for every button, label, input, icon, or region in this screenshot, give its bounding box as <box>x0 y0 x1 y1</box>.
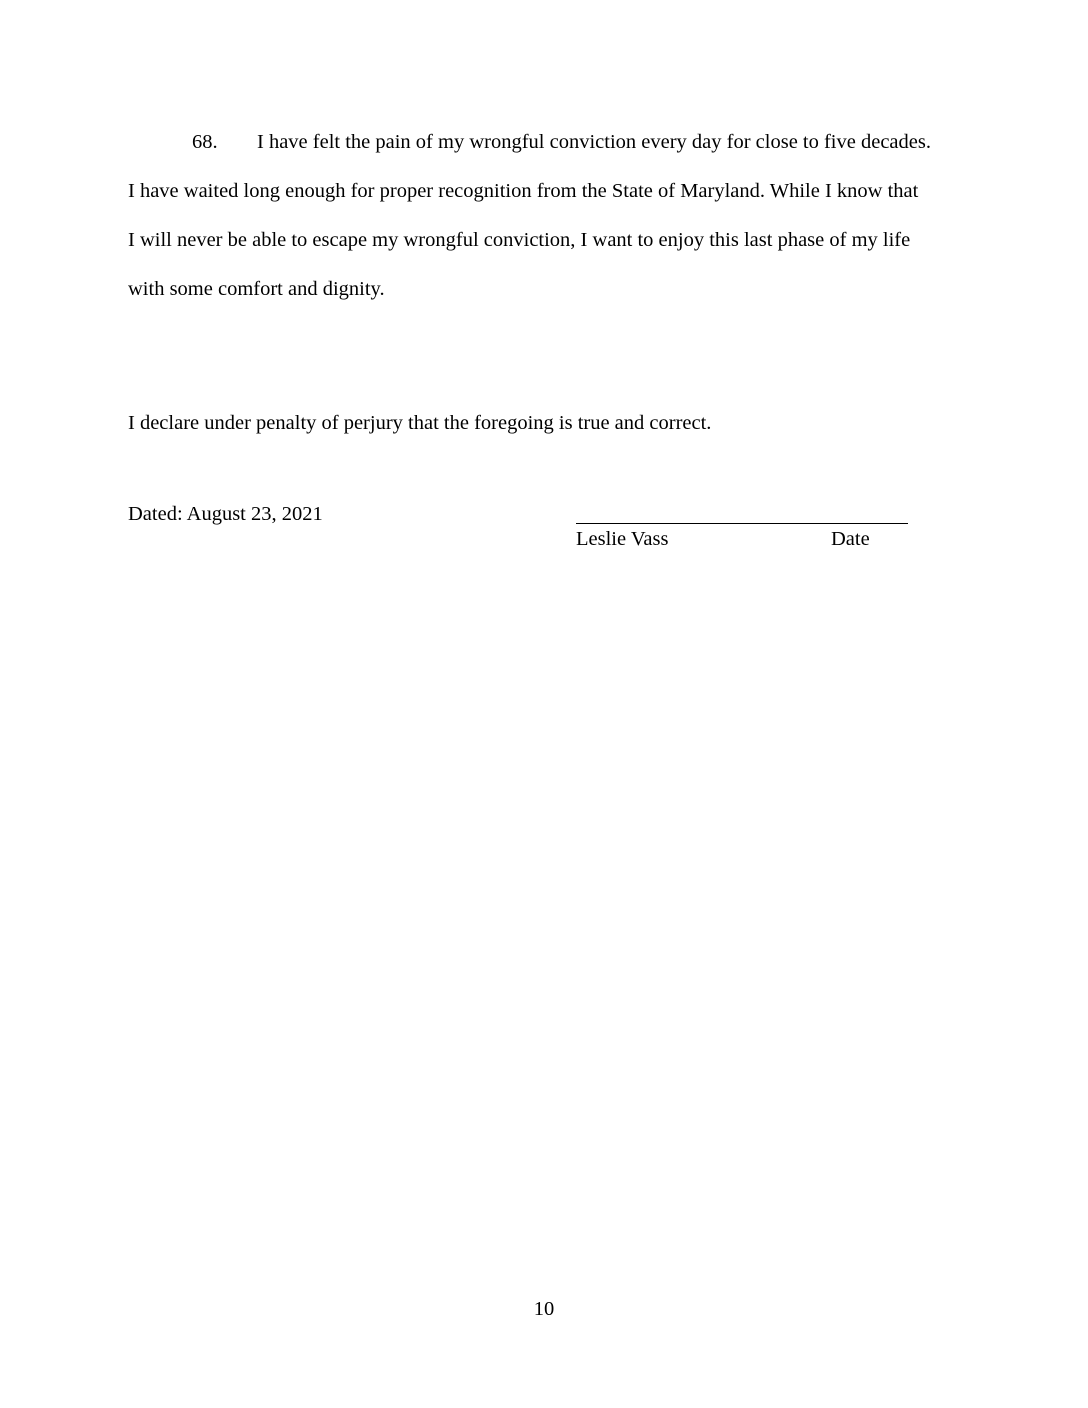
page-number: 10 <box>533 1298 555 1320</box>
paragraph-line-3: I will never be able to escape my wrongful conviction, I want to enjoy this last phase of my life <box>128 229 911 251</box>
dated-line: Dated: August 23, 2021 <box>128 503 323 525</box>
signature-date-label: Date <box>831 528 870 550</box>
signer-name: Leslie Vass <box>576 528 669 550</box>
paragraph-line-4: with some comfort and dignity. <box>128 278 385 300</box>
signature-line <box>576 523 908 524</box>
declaration-statement: I declare under penalty of perjury that the foregoing is true and correct. <box>128 412 712 434</box>
paragraph-line-2: I have waited long enough for proper recognition from the State of Maryland. While I know that <box>128 180 919 202</box>
paragraph-number: 68. <box>192 131 218 153</box>
paragraph-line-1: I have felt the pain of my wrongful conviction every day for close to five decades. <box>257 131 931 153</box>
